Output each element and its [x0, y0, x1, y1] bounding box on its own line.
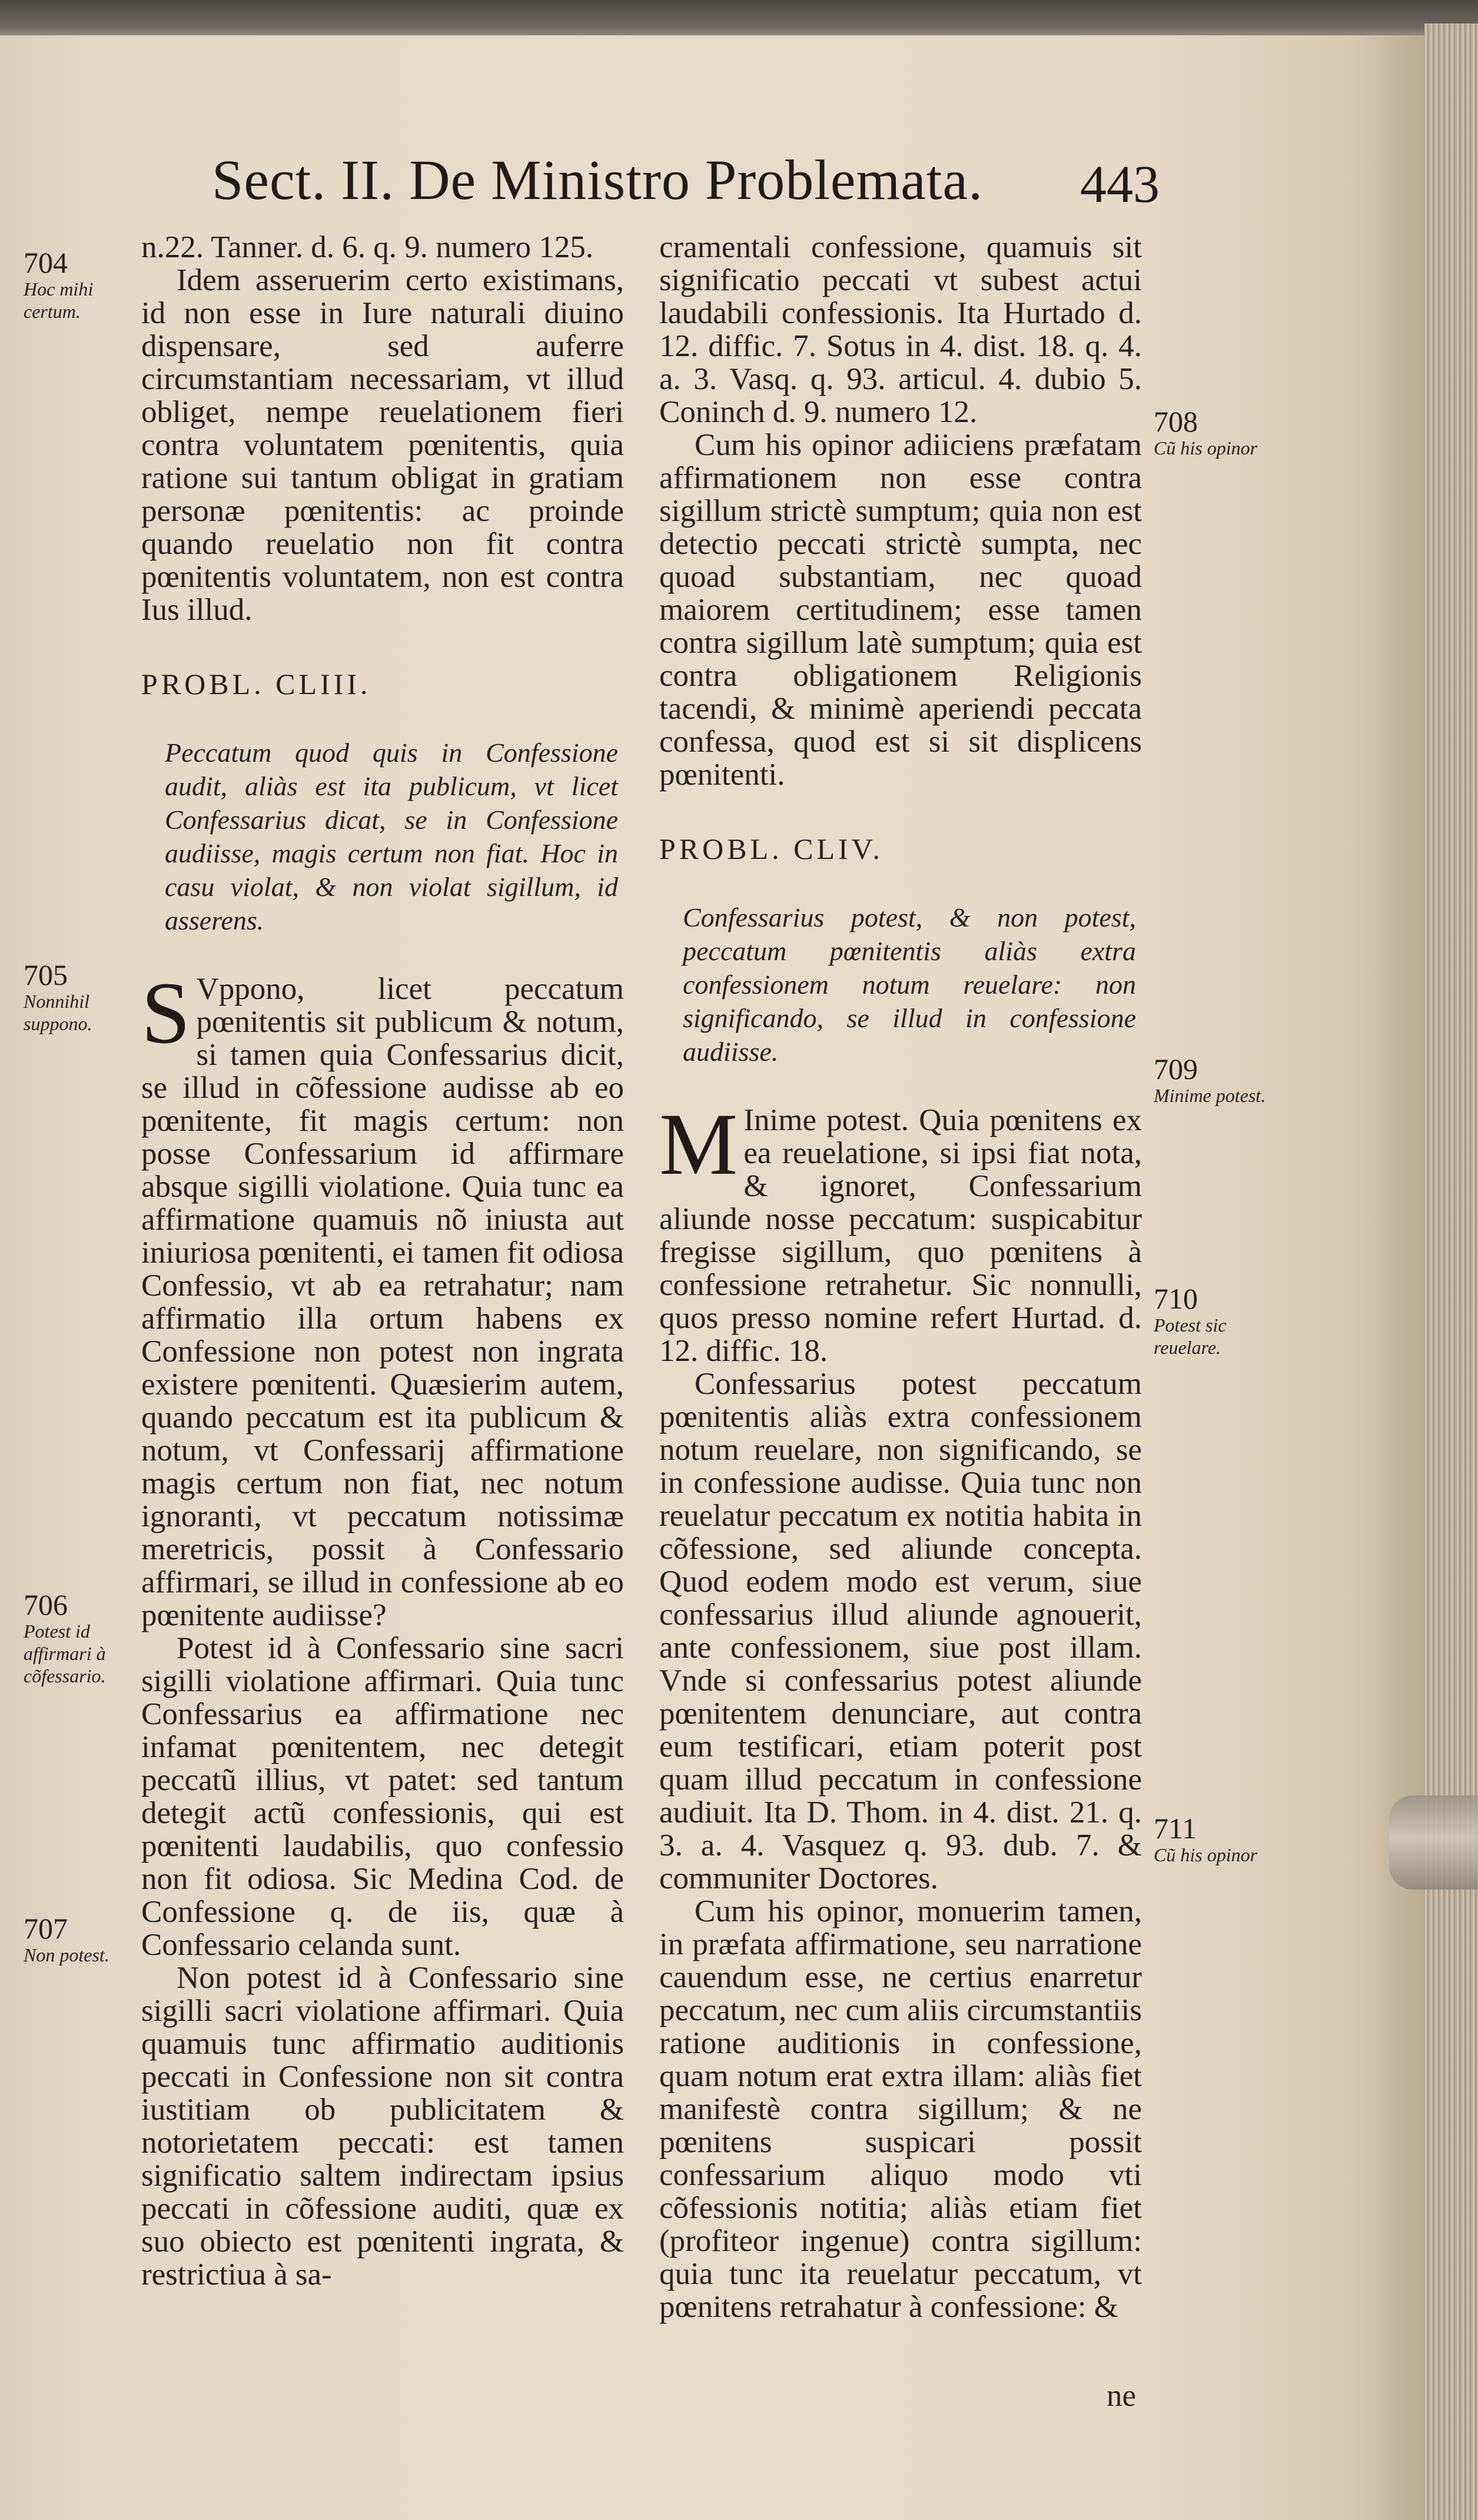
right-paragraph-5: Cum his opinor, monuerim tamen, in præfata affirmatione, seu narratione cauendum esse, ne certius enarretur peccatum, nec cum aliis circumstantiis ratione auditionis in confessione, quam notum erat extra illam: aliàs fiet manifestè contra sigillum; & ne pœnitens suspicari possit confessarium aliquo modo vti cõfessionis notitia; aliàs etiam fiet (profiteor ingenue) contra sigillum: quia tunc ita reuelatur peccatum, vt pœnitens retrahatur à confessione: &: [659, 1894, 1142, 2324]
margin-note-708: [1154, 406, 1283, 459]
margin-note-707: [24, 1913, 124, 1966]
margin-note-706: [24, 1589, 124, 1687]
left-paragraph-1: n.22. Tanner. d. 6. q. 9. numero 125.: [141, 230, 594, 264]
right-paragraph-1: cramentali confessione, quamuis sit significatio peccati vt subest actui laudabili confessionis. Ita Hurtado d. 12. diffic. 7. Sotus in 4. dist. 18. q. 4. a. 3. Vasq. q. 93. articul. 4. dubio 5. Coninch d. 9. numero 12.: [659, 230, 1142, 429]
left-column: [141, 231, 624, 2291]
margin-note-text: Nonnihil suppono.: [24, 991, 92, 1034]
margin-note-text: Hoc mihi certum.: [24, 278, 94, 322]
margin-note-710: [1154, 1283, 1283, 1359]
margin-note-text: Potest id affirmari à cõfessario.: [24, 1621, 106, 1686]
margin-note-text: Potest sic reuelare.: [1154, 1314, 1227, 1358]
margin-note-number: 707: [24, 1912, 68, 1945]
left-paragraph-2: Idem asseruerim certo existimans, id non esse in Iure naturali diuino dispensare, sed auferre circumstantiam necessariam, vt illud obliget, nempe reuelationem fieri contra voluntatem pœnitentis, quia ratione sui tantum obligat in gratiam personæ pœnitentis: ac proinde quando reuelatio non fit contra pœnitentis voluntatem, non est contra Ius illud.: [141, 263, 624, 627]
left-paragraph-3-text: Vppono, licet peccatum pœnitentis sit publicum & notum, si tamen quia Confessarius dicit, se illud in cõfessione audisse ab eo pœnitente, fit magis certum: non posse Confessarium id affirmare absque sigilli violatione. Quia tunc ea affirmatione quamuis nõ iniusta aut iniuriosa pœnitenti, ei tamen fit odiosa Confessio, vt ab ea retrahatur; nam affirmatio illa ortum habens ex Confessione non potest non ingrata existere pœnitenti. Quæsierim autem, quando peccatum est ita publicum & notum, vt Confessarij affirmatione magis certum non fiat, nec notum ignoranti, vt peccatum notissimæ meretricis, possit à Confessario affirmari, se illud in confessione ab eo pœnitente audiisse?: [141, 972, 624, 1632]
right-paragraph-2: Cum his opinor adiiciens præfatam affirmationem non esse contra sigillum strictè sumptum; quia non est detectio peccati strictè sumpta, nec quoad substantiam, nec quoad maiorem certitudinem; esse tamen contra sigillum latè sumptum; quia est contra obligationem Religionis tacendi, & minimè aperiendi peccata confessa, quod est si sit displicens pœnitenti.: [659, 428, 1142, 792]
clasp: [1389, 1795, 1477, 1890]
thesis-153: Peccatum quod quis in Confessione audit, aliàs est ita publicum, vt licet Confessarius dicat, se in Confessione audiisse, magis certum non fiat. Hoc in casu violat, & non violat sigillum, id asserens.: [165, 738, 618, 935]
problem-title-153: PROBL. CLIII.: [141, 668, 371, 700]
margin-note-number: 708: [1154, 405, 1198, 438]
drop-cap-m: M: [659, 1095, 738, 1193]
running-title: Sect. II. De Ministro Problemata.: [212, 148, 984, 211]
right-paragraph-3: [659, 1095, 1142, 1368]
margin-note-text: Non potest.: [24, 1944, 109, 1965]
margin-note-number: 706: [24, 1588, 68, 1621]
thesis-154: Confessarius potest, & non potest, peccatum pœnitentis aliàs extra confessionem notum reuelare: non significando, se illud in confessione audiisse.: [683, 902, 1136, 1067]
left-paragraph-5: Non potest id à Confessario sine sigilli sacri violatione affirmari. Quia quamuis tunc affirmatio auditionis peccati in Confessione non sit contra iustitiam ob publicitatem & notorietatem peccati: est tamen significatio saltem indirectam ipsius peccati in cõfessione auditi, quæ ex suo obiecto est pœnitenti ingrata, & restrictiua à sa-: [141, 1961, 624, 2292]
left-paragraph-3: [141, 964, 624, 1632]
drop-cap-s: S: [141, 964, 191, 1062]
margin-note-text: Cũ his opinor: [1154, 1844, 1258, 1865]
margin-note-number: 705: [24, 958, 68, 991]
margin-note-705: [24, 959, 124, 1035]
margin-note-711: [1154, 1813, 1283, 1866]
problem-title-154: PROBL. CLIV.: [659, 832, 884, 865]
top-binding-shadow: [0, 0, 1478, 38]
right-paragraph-3-text: Inime potest. Quia pœnitens ex ea reuelatione, si ipsi fiat nota, & ignoret, Confessarium aliunde nosse peccatum: suspicabitur fregisse sigillum, quo pœnitens à confessione retrahetur. Sic nonnulli, quos presso nomine refert Hurtad. d. 12. diffic. 18.: [659, 1103, 1142, 1368]
margin-note-text: Minime potest.: [1154, 1085, 1266, 1106]
right-paragraph-4: Confessarius potest peccatum pœnitentis aliàs extra confessionem notum reuelare, non significando, se in confessione audisse. Quia tunc non reuelatur peccatum ex notitia habita in cõfessione, sed aliunde concepta. Quod eodem modo est verum, siue confessarius illud aliunde agnouerit, ante confessionem, siue post illam. Vnde si confessarius potest aliunde pœnitentem denunciare, aut contra eum testificari, etiam poterit post quam illud peccatum in confessione audiuit. Ita D. Thom. in 4. dist. 21. q. 3. a. 4. Vasquez q. 93. dub. 7. & communiter Doctores.: [659, 1367, 1142, 1895]
margin-note-number: 710: [1154, 1282, 1198, 1315]
right-column: [659, 231, 1142, 2323]
margin-note-number: 711: [1154, 1812, 1197, 1845]
margin-note-text: Cũ his opinor: [1154, 437, 1258, 459]
catchword: ne: [1107, 2379, 1137, 2413]
margin-note-709: [1154, 1054, 1283, 1107]
margin-note-number: 709: [1154, 1053, 1198, 1085]
page-edges: [1424, 24, 1478, 2520]
margin-note-number: 704: [24, 246, 68, 279]
margin-note-704: [24, 247, 124, 323]
left-paragraph-4: Potest id à Confessario sine sacri sigilli violatione affirmari. Quia tunc Confessarius ea affirmatione nec infamat pœnitentem, nec detegit peccatũ illius, vt patet: sed tantum detegit actũ confessionis, qui est pœnitenti laudabilis, quo confessio non fit odiosa. Sic Medina Cod. de Confessione q. de iis, quæ à Confessario celanda sunt.: [141, 1631, 624, 1962]
page-number: 443: [1080, 155, 1160, 214]
